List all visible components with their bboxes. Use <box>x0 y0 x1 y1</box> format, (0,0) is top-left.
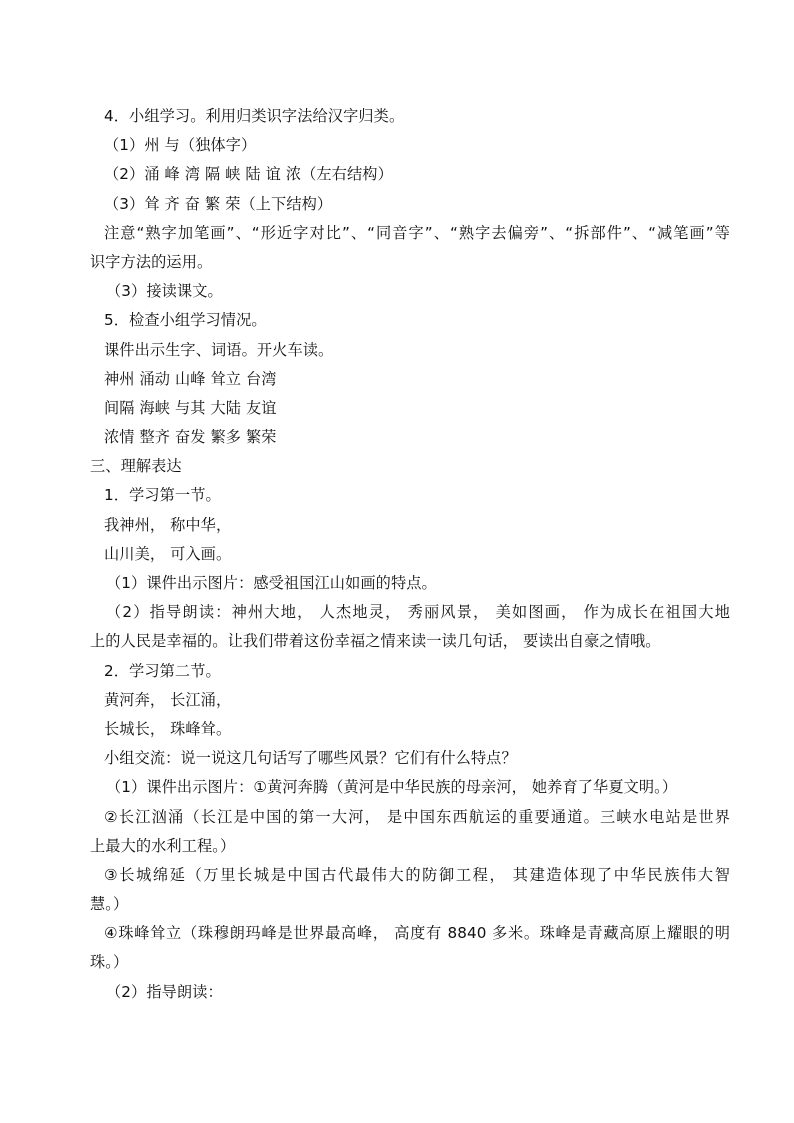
text-line: 注意“熟字加笔画”、“形近字对比”、“同音字”、“熟字去偏旁”、“拆部件”、“减笔画”等 <box>104 223 730 242</box>
text-line: （1）课件出示图片：①黄河奔腾（黄河是中华民族的母亲河， 她养育了华夏文明。） <box>106 778 678 797</box>
text-line: （2）指导朗读：神州大地， 人杰地灵， 秀丽风景， 美如图画， 作为成长在祖国大地 <box>106 603 730 622</box>
text-line: （1）州 与（独体字） <box>104 136 257 155</box>
section-heading: 三、理解表达 <box>90 457 182 476</box>
text-line: ③长城绵延（万里长城是中国古代最伟大的防御工程， 其建造体现了中华民族伟大智 <box>104 865 730 884</box>
text-line: ②长江汹涌（长江是中国的第一大河， 是中国东西航运的重要通道。三峡水电站是世界 <box>104 807 730 826</box>
text-line: （3）耸 齐 奋 繁 荣（上下结构） <box>104 194 333 213</box>
poem-line: 黄河奔， 长江涌， <box>104 690 232 709</box>
text-line: 4．小组学习。利用归类识字法给汉字归类。 <box>104 107 405 125</box>
text-line: 珠。） <box>90 953 129 972</box>
text-line: ④珠峰耸立（珠穆朗玛峰是世界最高峰， 高度有 8840 多米。珠峰是青藏高原上耀眼的明 <box>104 924 730 943</box>
poem-line: 山川美， 可入画。 <box>104 544 232 563</box>
text-line: （2）指导朗读： <box>106 982 223 1001</box>
text-line: 课件出示生字、词语。开火车读。 <box>104 340 334 359</box>
text-line: （1）课件出示图片：感受祖国江山如画的特点。 <box>106 574 437 592</box>
poem-line: 长城长， 珠峰耸。 <box>104 719 232 738</box>
text-line: （3）接读课文。 <box>106 282 223 301</box>
vocabulary-line: 浓情 整齐 奋发 繁多 繁荣 <box>104 428 277 447</box>
text-line: 上的人民是幸福的。让我们带着这份幸福之情来读一读几句话， 要读出自豪之情哦。 <box>90 632 661 651</box>
document-body <box>90 102 730 1007</box>
text-line: 小组交流：说一说这几句话写了哪些风景？它们有什么特点？ <box>104 749 517 768</box>
text-line: 1．学习第一节。 <box>104 486 221 505</box>
text-line: 慧。） <box>90 895 129 914</box>
text-line: 识字方法的运用。 <box>90 252 213 271</box>
text-line: 5．检查小组学习情况。 <box>104 311 267 330</box>
vocabulary-line: 神州 涌动 山峰 耸立 台湾 <box>104 369 277 388</box>
text-line: 上最大的水利工程。） <box>90 836 236 855</box>
text-line: 2．学习第二节。 <box>104 661 221 680</box>
text-line: （2）涌 峰 湾 隔 峡 陆 谊 浓（左右结构） <box>104 165 393 184</box>
vocabulary-line: 间隔 海峡 与其 大陆 友谊 <box>104 398 277 417</box>
poem-line: 我神州， 称中华， <box>104 515 232 534</box>
